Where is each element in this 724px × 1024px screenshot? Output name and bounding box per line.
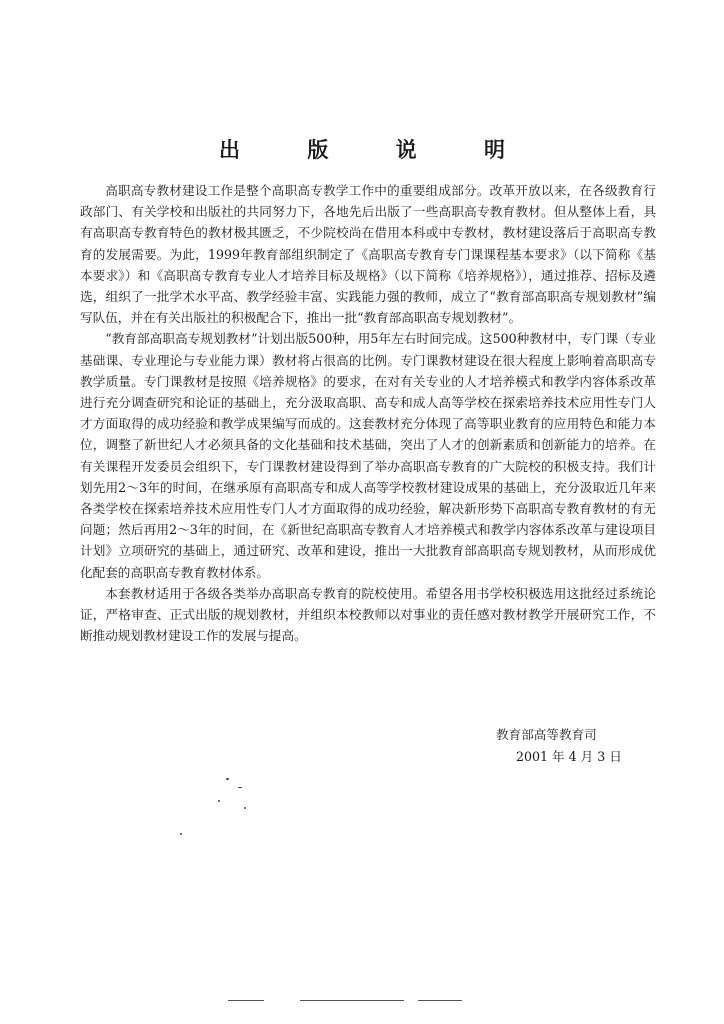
scan-speck [244,807,246,809]
paragraph-1: 高职高专教材建设工作是整个高职高专教学工作中的重要组成部分。改革开放以来，在各级教育行政部门、有关学校和出版社的共同努力下，各地先后出版了一些高职高专教育教材。但从整体上看，具有高职高专教育特色的教材极其匮乏，不少院校尚在借用本科或中专教材，教材建设落后于高职高专教育的发展需要。为此，1999年教育部组织制定了《高职高专教育专门课课程基本要求》（以下简称《基本要求》）和《高职高专教育专业人才培养目标及规格》（以下简称《培养规格》），通过推荐、招标及遴选，组织了一批学术水平高、教学经验丰富、实践能力强的教师，成立了“教育部高职高专规划教材”编写队伍，并在有关出版社的积极配合下，推出一批“教育部高职高专规划教材”。 [80,183,656,326]
scan-speck [180,833,182,835]
footer-divider [418,1000,462,1001]
footer-divider [228,1000,264,1001]
paragraph-3: 本套教材适用于各级各类举办高职高专教育的院校使用。希望各用书学校积极选用这批经过系统论证，严格审查、正式出版的规划教材，并组织本校教师以对事业的责任感对教材教学开展研究工作，不断推动规划教材建设工作的发展与提高。 [80,585,656,644]
scan-speck [218,800,220,802]
scan-speck [226,778,229,780]
signature-date: 2001 年 4 月 3 日 [516,749,622,764]
footer-divider [300,1000,404,1001]
signature-organization: 教育部高等教育司 [496,727,597,742]
scan-speck [238,787,242,788]
body-text [80,180,656,646]
paragraph-2: “教育部高职高专规划教材”计划出版500种，用5年左右时间完成。这500种教材中，专门课（专业基础课、专业理论与专业能力课）教材将占很高的比例。专门课教材建设在很大程度上影响着高职高专教学质量。专门课教材是按照《培养规格》的要求，在对有关专业的人才培养模式和教学内容体系改革进行充分调查研究和论证的基础上，充分汲取高职、高专和成人高等学校在探索培养技术应用性专门人才方面取得的成功经验和教学成果编写而成的。这套教材充分体现了高等职业教育的应用特色和能力本位，调整了新世纪人才必须具备的文化基础和技术基础，突出了人才的创新素质和创新能力的培养。在有关课程开发委员会组织下，专门课教材建设得到了举办高职高专教育的广大院校的积极支持。我们计划先用2～3年的时间，在继承原有高职高专和成人高等学校教材建设成果的基础上，充分汲取近几年来各类学校在探索培养技术应用性专门人才方面取得的成功经验，解决新形势下高职高专教育教材的有无问题；然后再用2～3年的时间，在《新世纪高职高专教育人才培养模式和教学内容体系改革与建设项目计划》立项研究的基础上，通过研究、改革和建设，推出一大批教育部高职高专规划教材，从而形成优化配套的高职高专教育教材体系。 [80,331,656,580]
page-title: 出 版 说 明 [219,137,535,162]
